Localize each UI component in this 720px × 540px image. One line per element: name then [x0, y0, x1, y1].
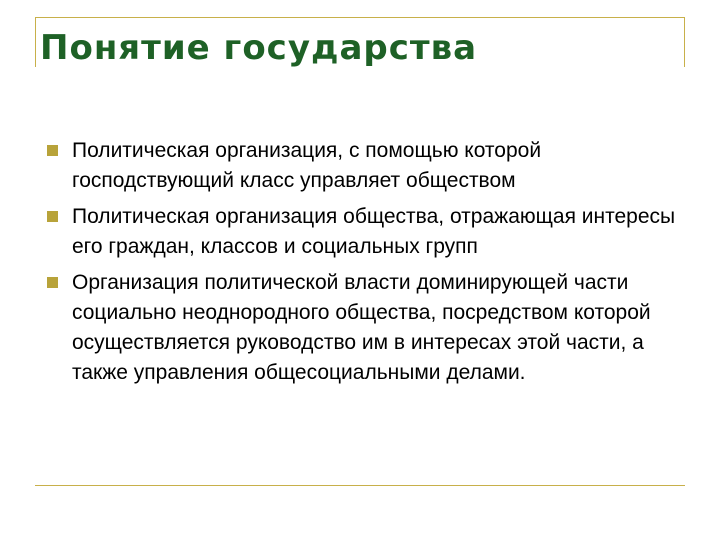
square-bullet-icon	[47, 145, 58, 156]
left-divider-line	[35, 17, 36, 67]
bullet-text: Политическая организация общества, отражающая интересы его граждан, классов и социальных групп	[72, 205, 676, 258]
bottom-divider-line	[35, 485, 685, 486]
bullet-list	[47, 136, 677, 394]
square-bullet-icon	[47, 277, 58, 288]
right-divider-line	[684, 17, 685, 67]
bullet-item	[47, 202, 677, 262]
bullet-text: Политическая организация, с помощью которой господствующий класс управляет обществом	[72, 139, 542, 192]
square-bullet-icon	[47, 211, 58, 222]
bullet-text: Организация политической власти доминирующей части социально неоднородного общества, посредством которой осуществляется руководство им в интересах этой части, а также управления общесоциальными делами.	[72, 271, 651, 384]
bullet-item	[47, 268, 677, 388]
top-divider-line	[35, 17, 685, 18]
slide-title: Понятие государства	[40, 28, 478, 68]
bullet-item	[47, 136, 677, 196]
